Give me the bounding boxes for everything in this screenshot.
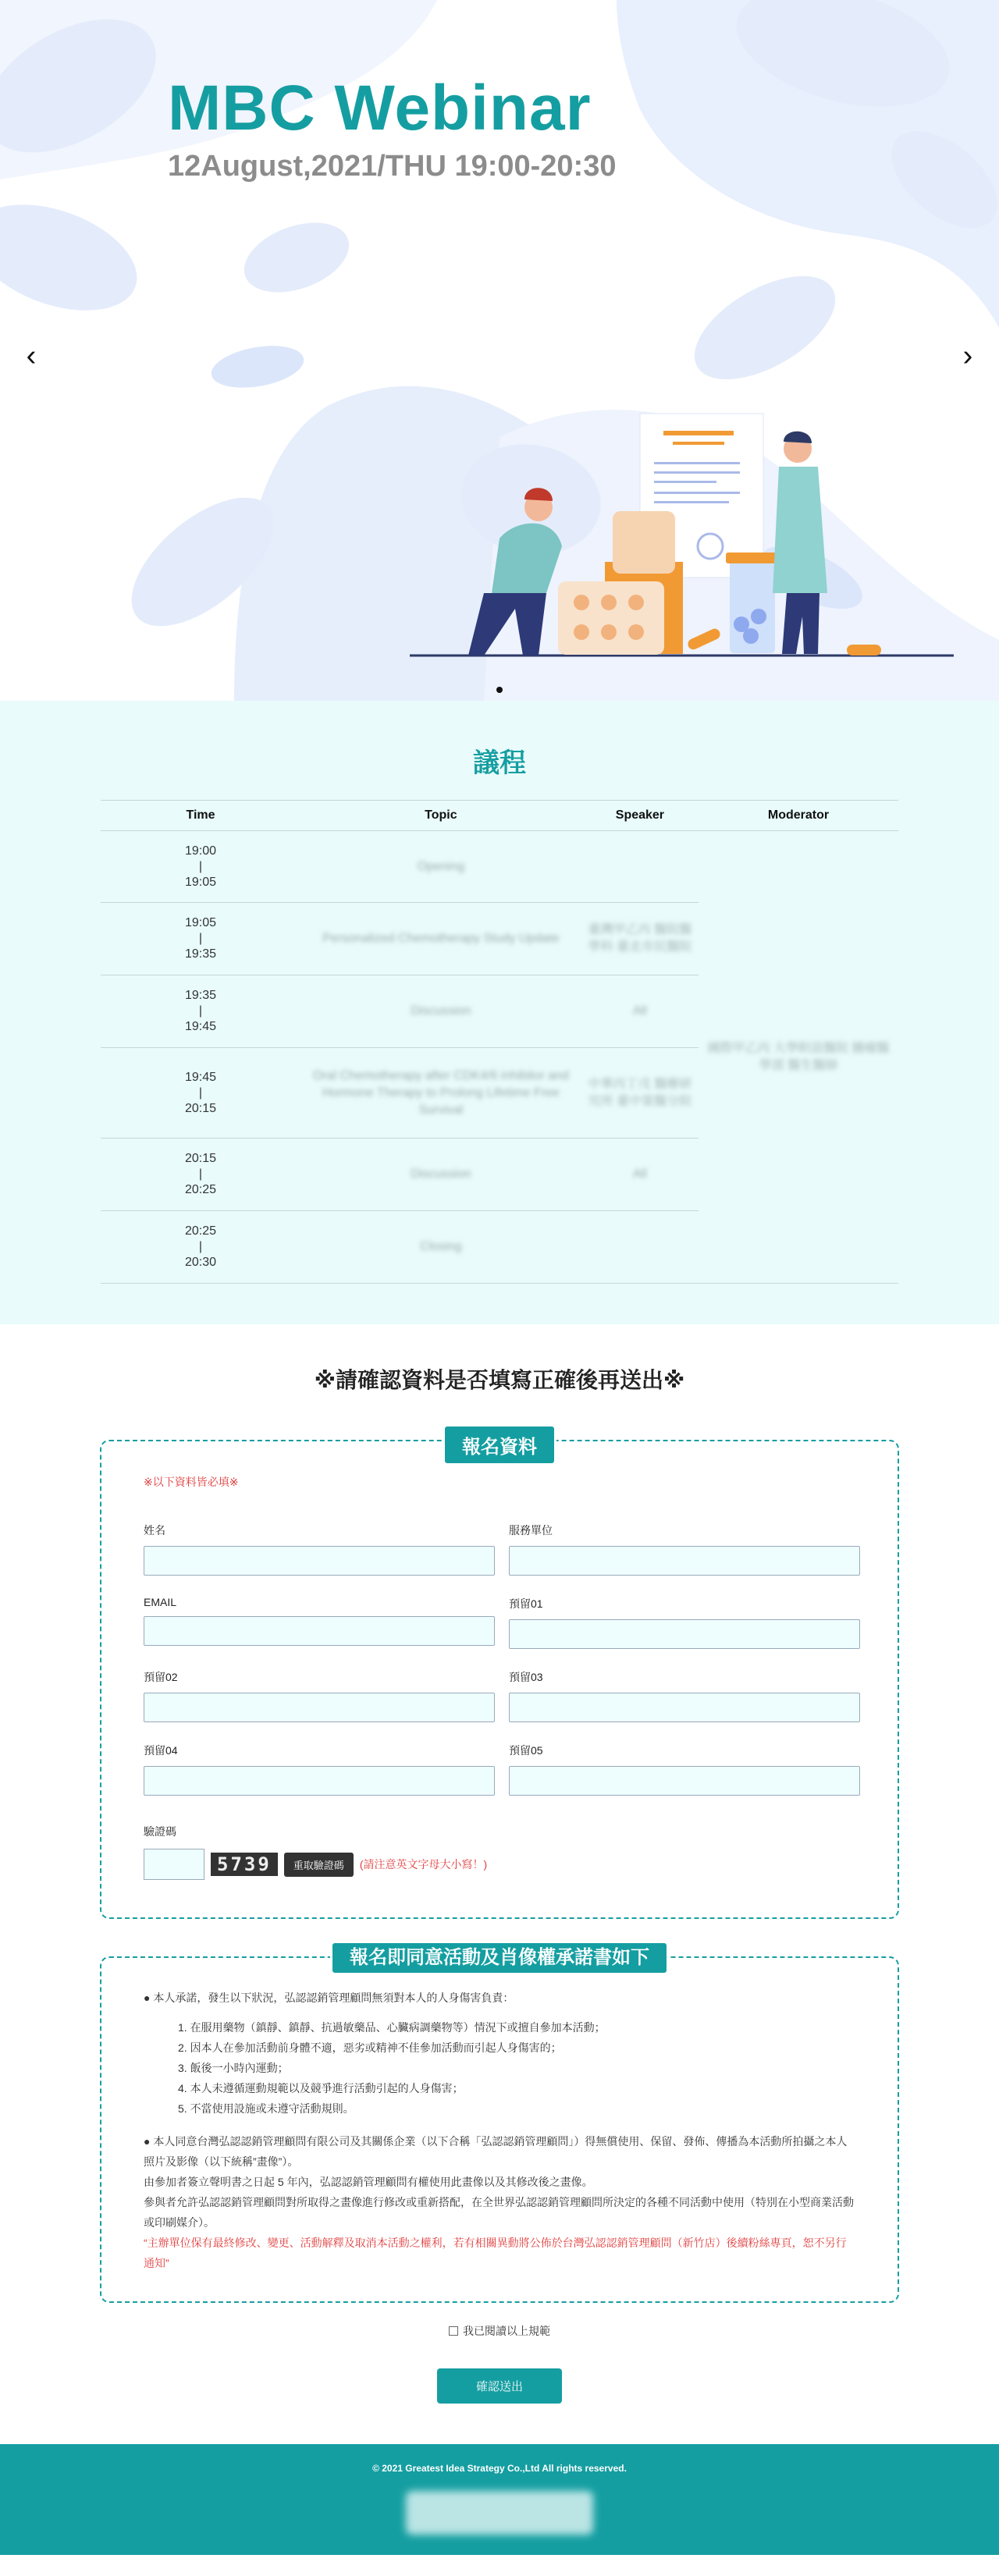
time-cell	[101, 1211, 300, 1284]
time-cell	[101, 903, 300, 975]
registration-form	[100, 1437, 899, 1919]
email-field	[144, 1596, 495, 1649]
end-time: 19:05	[184, 875, 217, 889]
start-time: 20:25	[184, 1224, 217, 1238]
list-item: 2. 因本人在參加活動前身體不適，惡劣或精神不佳參加活動而引起人身傷害的；	[178, 2041, 562, 2054]
field-label: 姓名	[144, 1524, 165, 1537]
time-separator: |	[198, 1085, 203, 1100]
captcha-label: 驗證碼	[144, 1825, 176, 1838]
topic-cell: Discussion	[300, 975, 581, 1048]
start-time: 19:35	[184, 989, 217, 1002]
field-label: 預留04	[144, 1744, 178, 1757]
column-header-time: Time	[101, 801, 300, 831]
footer	[0, 2444, 999, 2555]
time-cell	[101, 1048, 300, 1139]
webinar-title: MBC Webinar	[168, 73, 592, 144]
consent-paragraph: ● 本人同意台灣弘認認銷管理顧問有限公司及其關係企業（以下合稱「弘認認銷管理顧問」）得無償使用、保留、發佈、傳播為本活動所拍攝之本人照片及影像（以下統稱”畫像”）。	[144, 2135, 848, 2168]
agenda-table	[101, 800, 898, 1284]
consent-paragraph: 參與者允許弘認認銷管理顧問對所取得之畫像進行修改或重新搭配，在全世界弘認認銷管理顧問所決定的各種不同活動中使用（特別在小型商業活動或印刷媒介）。	[144, 2196, 854, 2229]
time-cell	[101, 1139, 300, 1211]
reserved-02-field	[144, 1669, 495, 1722]
consent-list	[178, 2017, 855, 2119]
reserved-02-input[interactable]	[144, 1693, 495, 1722]
organizer-disclaimer: “主辦單位保有最終修改、變更、活動解釋及取消本活動之權利，若有相關異動將公佈於台灣弘認認銷管理顧問（新竹店）後續粉絲專頁，恕不另行通知”	[144, 2237, 847, 2269]
speaker-cell: 臺灣甲乙丙 醫院醫學科 臺北市民醫院	[581, 903, 699, 975]
reserved-01-input[interactable]	[509, 1619, 860, 1649]
time-separator: |	[198, 859, 203, 873]
webinar-date: 12August,2021/THU 19:00-20:30	[168, 150, 617, 183]
list-item: 3. 飯後一小時內運動；	[178, 2062, 289, 2074]
list-item: 1. 在服用藥物（鎮靜、鎮靜、抗過敏藥品、心臟病調藥物等）情況下或擅自參加本活動；	[178, 2021, 606, 2034]
reserved-03-input[interactable]	[509, 1693, 860, 1722]
speaker-cell: 中華丙丁戊 醫療研究所 臺中第醫分院	[581, 1048, 699, 1139]
captcha-field	[144, 1824, 855, 1880]
field-label: 預留03	[509, 1671, 543, 1683]
reserved-05-field	[509, 1743, 860, 1796]
agenda-section	[0, 701, 999, 1324]
start-time: 19:00	[184, 844, 217, 858]
field-label: 服務單位	[509, 1524, 553, 1537]
name-input[interactable]	[144, 1546, 495, 1576]
agenda-title: 議程	[473, 748, 526, 778]
consent-paragraph: 由參加者簽立聲明書之日起 5 年內，弘認認銷管理顧問有權使用此畫像以及其修改後之畫像。	[144, 2176, 593, 2188]
topic-cell: Discussion	[300, 1139, 581, 1211]
speaker-cell	[581, 831, 699, 903]
reserved-01-field	[509, 1596, 860, 1649]
consent-section	[100, 1947, 899, 2303]
consent-section-label: 報名即同意活動及肖像權承諾書如下	[330, 1941, 669, 1975]
company-logo	[406, 2491, 593, 2535]
field-label: 預留02	[144, 1671, 178, 1683]
reserved-05-input[interactable]	[509, 1766, 860, 1796]
field-label: 預留01	[509, 1597, 543, 1610]
refresh-captcha-button[interactable]: 重取驗證碼	[284, 1853, 354, 1877]
submit-button[interactable]: 確認送出	[437, 2368, 562, 2404]
moderator-cell: 國際甲乙丙 大學附設醫院 腫瘤醫學部 醫生醫師	[699, 831, 898, 1284]
organization-field	[509, 1523, 860, 1576]
speaker-cell: All	[581, 975, 699, 1048]
table-row	[101, 831, 898, 903]
topic-cell: Opening	[300, 831, 581, 903]
email-input[interactable]	[144, 1616, 495, 1646]
start-time: 19:05	[184, 916, 217, 929]
end-time: 19:35	[184, 947, 217, 961]
start-time: 19:45	[184, 1070, 217, 1084]
time-cell	[101, 975, 300, 1048]
end-time: 20:30	[184, 1256, 217, 1269]
speaker-cell: All	[581, 1139, 699, 1211]
chevron-right-icon[interactable]: ›	[962, 339, 973, 372]
field-label: EMAIL	[144, 1596, 177, 1608]
time-cell	[101, 831, 300, 903]
time-separator: |	[198, 1240, 203, 1253]
captcha-image: 5739	[211, 1853, 278, 1876]
form-section-label: 報名資料	[443, 1424, 556, 1466]
list-item: 4. 本人未遵循運動規範以及競爭進行活動引起的人身傷害；	[178, 2082, 464, 2095]
column-header-moderator: Moderator	[699, 801, 898, 831]
start-time: 20:15	[184, 1152, 217, 1165]
form-fields	[144, 1523, 855, 1796]
time-separator: |	[198, 1167, 203, 1181]
organization-input[interactable]	[509, 1546, 860, 1576]
agree-checkbox[interactable]	[449, 2326, 458, 2336]
time-separator: |	[198, 1004, 203, 1018]
field-label: 預留05	[509, 1744, 543, 1757]
hero-banner	[0, 0, 999, 701]
agree-label: 我已閱讀以上規範	[463, 2325, 550, 2337]
required-note: ※以下資料皆必填※	[144, 1476, 239, 1488]
consent-intro: ● 本人承諾，發生以下狀況，弘認認銷管理顧問無須對本人的人身傷害負責：	[144, 1992, 514, 2004]
topic-cell: Personalized Chemotherapy Study Update	[300, 903, 581, 975]
captcha-tip: (請注意英文字母大小寫！)	[359, 1858, 488, 1871]
time-separator: |	[198, 932, 203, 945]
confirm-notice: ※請確認資料是否填寫正確後再送出※	[314, 1368, 685, 1392]
column-header-topic: Topic	[300, 801, 581, 831]
carousel-dot-active[interactable]	[496, 687, 503, 693]
name-field	[144, 1523, 495, 1576]
copyright: © 2021 Greatest Idea Strategy Co.,Ltd All rights reserved.	[372, 2463, 627, 2474]
list-item: 5. 不當使用設施或未遵守活動規則。	[178, 2102, 354, 2115]
reserved-04-field	[144, 1743, 495, 1796]
topic-cell: Closing	[300, 1211, 581, 1284]
end-time: 19:45	[184, 1020, 217, 1033]
end-time: 20:15	[184, 1101, 217, 1115]
speaker-cell	[581, 1211, 699, 1284]
agree-checkbox-row[interactable]	[0, 2323, 999, 2339]
column-header-speaker: Speaker	[581, 801, 699, 831]
end-time: 20:25	[184, 1183, 217, 1196]
captcha-input[interactable]	[144, 1849, 204, 1880]
chevron-left-icon[interactable]: ‹	[26, 339, 37, 372]
carousel-dots	[0, 687, 999, 693]
reserved-03-field	[509, 1669, 860, 1722]
topic-cell: Oral Chemotherapy after CDK4/6 inhibitor and Hormone Therapy to Prolong Lifetime Free Survival	[300, 1048, 581, 1139]
reserved-04-input[interactable]	[144, 1766, 495, 1796]
